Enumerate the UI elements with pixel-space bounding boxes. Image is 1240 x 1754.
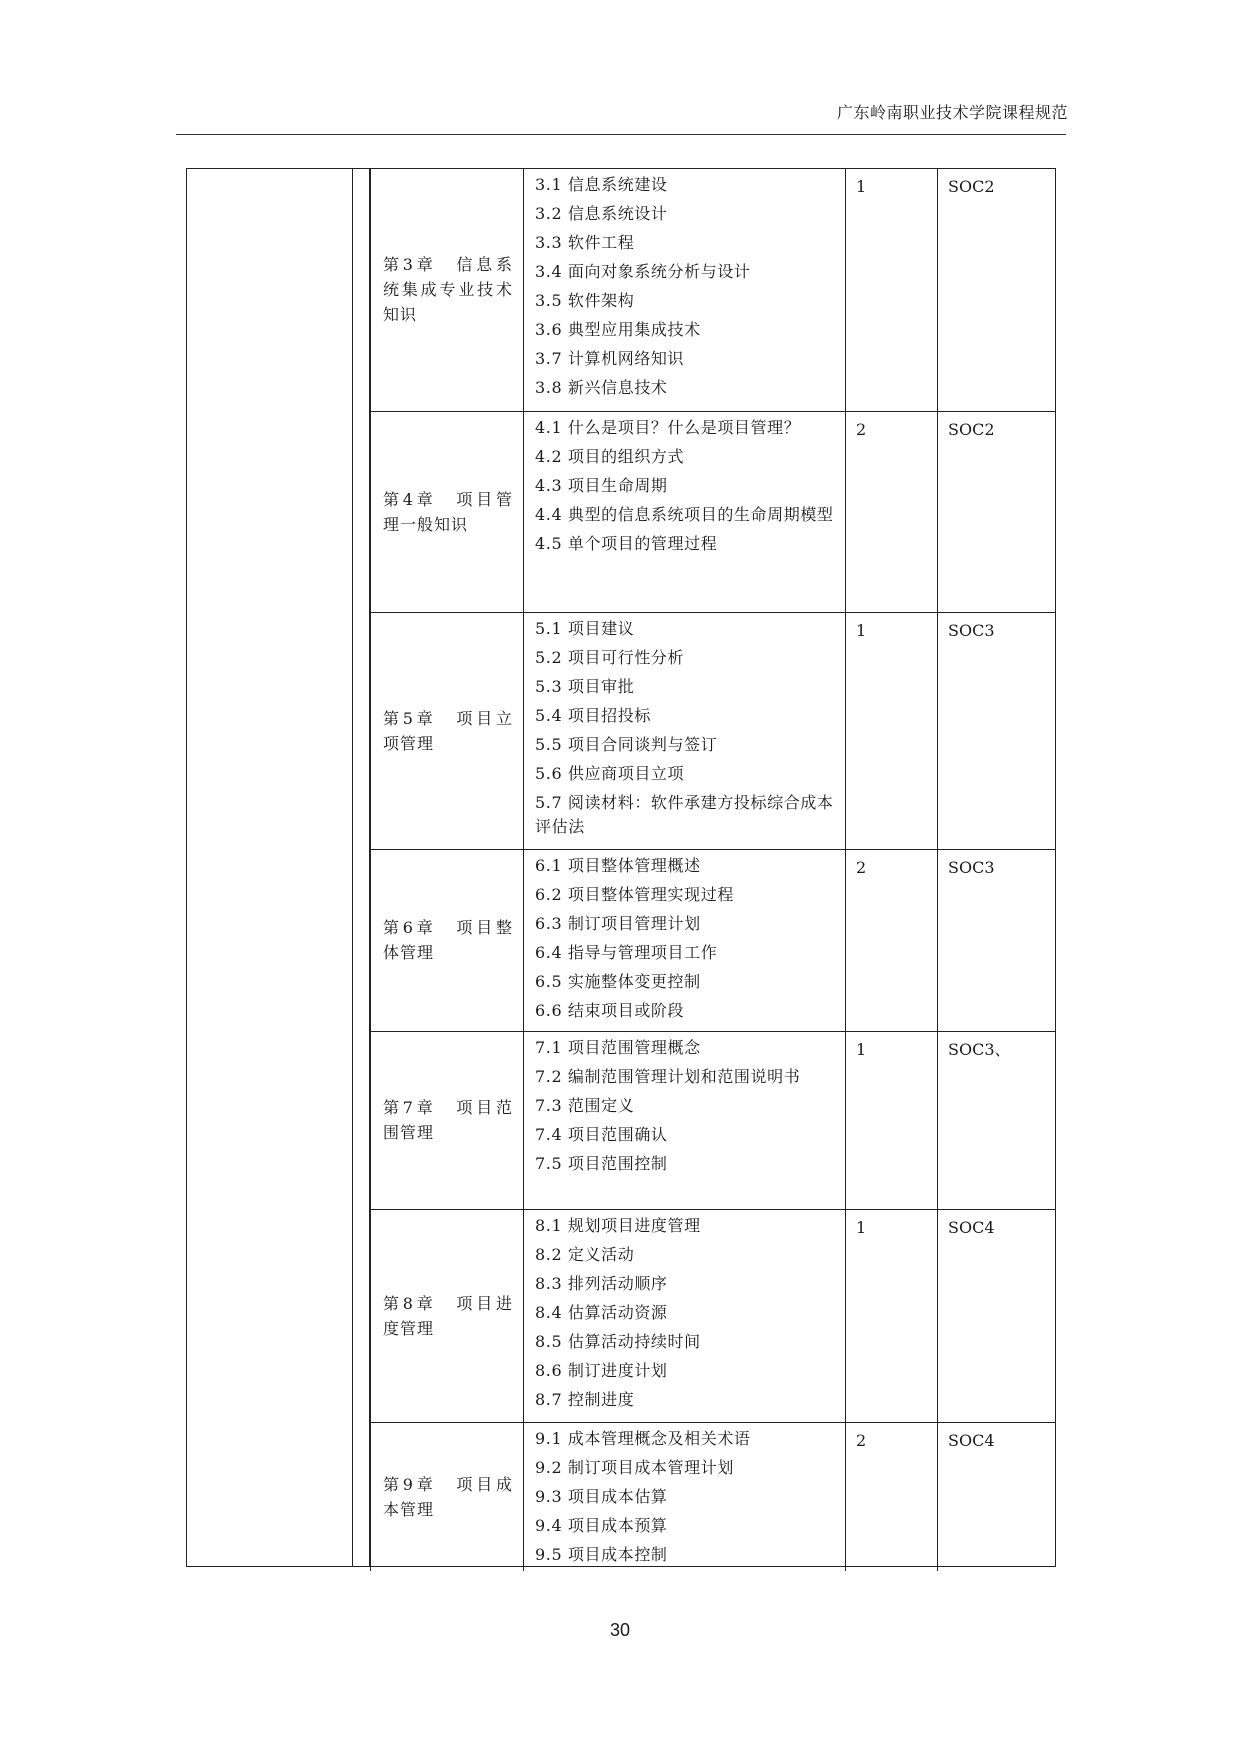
table-row (371, 411, 1056, 612)
table-row (371, 849, 1056, 1031)
topic-item: 7.3 范围定义 (535, 1095, 635, 1115)
chapter-title-cell (371, 1031, 524, 1209)
hours-cell: 1 (846, 169, 938, 411)
topic-item: 5.4 项目招投标 (535, 705, 651, 725)
topic-item: 8.4 估算活动资源 (535, 1302, 668, 1322)
chapter-title: 第4章 项目管理一般知识 (383, 489, 513, 534)
topic-item: 7.5 项目范围控制 (535, 1153, 668, 1173)
topics-cell (524, 612, 846, 849)
topic-item: 9.1 成本管理概念及相关术语 (535, 1428, 751, 1448)
topic-item: 3.8 新兴信息技术 (535, 378, 668, 397)
topic-item: 9.4 项目成本预算 (535, 1515, 668, 1535)
topic-item: 4.2 项目的组织方式 (535, 446, 685, 466)
table-row (371, 612, 1056, 849)
outcome-code-cell: SOC3、 (938, 1031, 1056, 1209)
topic-item: 9.2 制订项目成本管理计划 (535, 1457, 734, 1477)
hours-cell: 1 (846, 612, 938, 849)
topic-item: 8.1 规划项目进度管理 (535, 1215, 701, 1235)
topic-item: 4.4 典型的信息系统项目的生命周期模型 (535, 504, 834, 524)
page-number: 30 (609, 1620, 631, 1640)
topic-item: 8.6 制订进度计划 (535, 1360, 668, 1380)
hours-cell: 2 (846, 411, 938, 612)
page-header (0, 0, 1068, 126)
topic-item: 7.2 编制范围管理计划和范围说明书 (535, 1066, 801, 1086)
topic-item: 4.5 单个项目的管理过程 (535, 533, 718, 553)
outcome-code-cell: SOC2 (938, 169, 1056, 411)
topic-item: 5.3 项目审批 (535, 676, 635, 696)
topic-item: 3.6 典型应用集成技术 (535, 320, 701, 339)
chapter-title-cell (371, 849, 524, 1031)
topic-item: 5.2 项目可行性分析 (535, 647, 685, 667)
table-row (371, 1031, 1056, 1209)
topic-item: 8.2 定义活动 (535, 1244, 635, 1264)
chapter-title: 第5章 项目立项管理 (383, 708, 513, 753)
topic-item: 6.3 制订项目管理计划 (535, 913, 701, 933)
topic-item: 3.1 信息系统建设 (535, 175, 668, 194)
syllabus-table (186, 168, 1056, 1567)
chapter-title-cell (371, 1209, 524, 1422)
table-row (371, 1422, 1056, 1571)
outcome-code-cell: SOC3 (938, 612, 1056, 849)
outcome-code-cell: SOC2 (938, 411, 1056, 612)
topic-item: 4.3 项目生命周期 (535, 475, 668, 495)
topics-cell (524, 1031, 846, 1209)
topic-item: 5.1 项目建议 (535, 618, 635, 638)
topic-item: 3.2 信息系统设计 (535, 204, 668, 223)
hours-cell: 2 (846, 849, 938, 1031)
chapter-title: 第8章 项目进度管理 (383, 1293, 513, 1338)
topic-item: 5.6 供应商项目立项 (535, 763, 685, 783)
outcome-code-cell: SOC4 (938, 1422, 1056, 1571)
topic-item: 6.2 项目整体管理实现过程 (535, 884, 734, 904)
outcome-code-cell: SOC4 (938, 1209, 1056, 1422)
topics-cell (524, 411, 846, 612)
chapter-title-cell (371, 612, 524, 849)
chapter-title-cell (371, 411, 524, 612)
topic-item: 8.3 排列活动顺序 (535, 1273, 668, 1293)
topic-item: 5.7 阅读材料：软件承建方投标综合成本评估法 (535, 792, 834, 836)
topic-item: 5.5 项目合同谈判与签订 (535, 734, 718, 754)
module-column-cell (187, 169, 353, 1566)
header-divider (176, 134, 1066, 135)
table-row (371, 169, 1056, 411)
topics-cell (524, 169, 846, 411)
topic-item: 3.7 计算机网络知识 (535, 349, 685, 368)
hours-cell: 1 (846, 1031, 938, 1209)
topic-item: 4.1 什么是项目？什么是项目管理？ (535, 417, 801, 437)
topic-item: 3.5 软件架构 (535, 291, 635, 310)
header-title: 广东岭南职业技术学院课程规范 (836, 103, 1068, 122)
topics-cell (524, 1209, 846, 1422)
topics-cell (524, 849, 846, 1031)
topic-item: 9.5 项目成本控制 (535, 1544, 668, 1564)
topic-item: 8.5 估算活动持续时间 (535, 1331, 701, 1351)
chapter-title-cell (371, 169, 524, 411)
topic-item: 7.1 项目范围管理概念 (535, 1037, 701, 1057)
topics-cell (524, 1422, 846, 1571)
topic-item: 3.4 面向对象系统分析与设计 (535, 262, 751, 281)
topic-item: 9.3 项目成本估算 (535, 1486, 668, 1506)
topic-item: 3.3 软件工程 (535, 233, 635, 252)
topic-item: 6.1 项目整体管理概述 (535, 855, 701, 875)
chapter-title: 第7章 项目范围管理 (383, 1098, 513, 1142)
topic-item: 6.6 结束项目或阶段 (535, 1000, 685, 1020)
topic-item: 6.4 指导与管理项目工作 (535, 942, 718, 962)
chapter-title: 第6章 项目整体管理 (383, 918, 513, 962)
hours-cell: 2 (846, 1422, 938, 1571)
chapter-title: 第3章 信息系统集成专业技术知识 (383, 255, 513, 325)
table-row (371, 1209, 1056, 1422)
spacer-column-cell (353, 169, 370, 1566)
topic-item: 8.7 控制进度 (535, 1389, 635, 1409)
chapter-title: 第9章 项目成本管理 (383, 1474, 513, 1519)
topic-item: 7.4 项目范围确认 (535, 1124, 668, 1144)
outcome-code-cell: SOC3 (938, 849, 1056, 1031)
chapter-title-cell (371, 1422, 524, 1571)
hours-cell: 1 (846, 1209, 938, 1422)
topic-item: 6.5 实施整体变更控制 (535, 971, 701, 991)
chapter-table (370, 169, 1056, 1571)
